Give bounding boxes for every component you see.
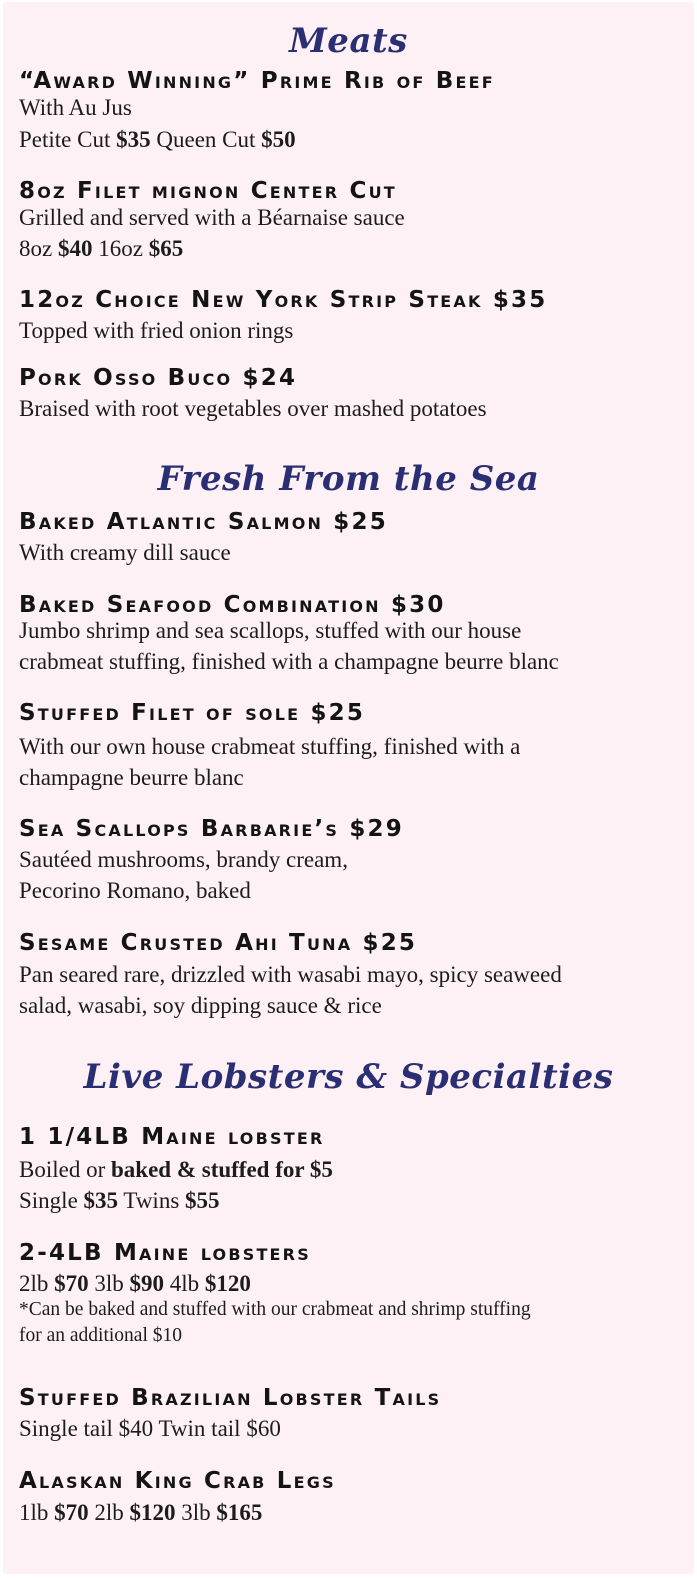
item-desc-sole-2: champagne beurre blanc	[19, 765, 244, 790]
item-name-king-crab: Alaskan King Crab Legs	[19, 1468, 336, 1494]
item-name-seafood-combo: Baked Seafood Combination $30	[19, 592, 446, 618]
item-name-salmon: Baked Atlantic Salmon $25	[19, 509, 388, 535]
price-value: $65	[148, 236, 184, 261]
price-label: 4lb	[169, 1271, 200, 1296]
item-name-ahi-tuna: Sesame Crusted Ahi Tuna $25	[19, 930, 418, 956]
item-note-maine-lobsters-2: for an additional $10	[19, 1325, 182, 1346]
item-name-sole: Stuffed Filet of sole $25	[19, 700, 366, 726]
section-title-sea: Fresh From the Sea	[157, 459, 540, 499]
price-label: 2lb	[19, 1271, 49, 1296]
section-title-lobsters: Live Lobsters & Specialties	[83, 1057, 614, 1097]
item-desc-prime-rib: With Au Jus	[19, 95, 132, 120]
item-desc-seafood-combo-1: Jumbo shrimp and sea scallops, stuffed with our house	[19, 618, 522, 643]
item-desc-salmon: With creamy dill sauce	[19, 540, 231, 565]
item-desc-scallops-2: Pecorino Romano, baked	[19, 878, 251, 903]
item-desc-lobster-tails: Single tail $40 Twin tail $60	[19, 1416, 281, 1441]
item-desc-strip-steak: Topped with fried onion rings	[19, 318, 294, 343]
price-label: Petite Cut	[19, 127, 111, 152]
price-value: $50	[261, 127, 296, 152]
price-value: $90	[129, 1271, 165, 1296]
price-label: Single	[19, 1188, 78, 1213]
price-label: Twins	[123, 1188, 180, 1213]
price-label: 3lb	[94, 1271, 124, 1296]
item-note-maine-lobsters-1: *Can be baked and stuffed with our crabmeat and shrimp stuffing	[19, 1299, 531, 1320]
desc-text: Boiled or	[19, 1157, 106, 1182]
price-value: $120	[204, 1271, 251, 1296]
item-desc-seafood-combo-2: crabmeat stuffing, finished with a champagne beurre blanc	[19, 649, 559, 674]
item-desc-maine-lobster	[19, 1158, 333, 1181]
item-name-scallops: Sea Scallops Barbarie’s $29	[19, 816, 404, 842]
price-label: 16oz	[98, 236, 143, 261]
price-value: $55	[185, 1188, 220, 1213]
item-name-filet: 8oz Filet mignon Center Cut	[19, 178, 397, 204]
item-name-lobster-tails: Stuffed Brazilian Lobster Tails	[19, 1385, 442, 1411]
price-value: $35	[83, 1188, 119, 1213]
price-value: $70	[54, 1500, 89, 1525]
item-prices-maine-lobsters-large	[19, 1272, 251, 1295]
item-prices-maine-lobster	[19, 1189, 220, 1212]
section-title-meats: Meats	[289, 21, 408, 61]
item-prices-king-crab	[19, 1501, 262, 1524]
price-label: 8oz	[19, 236, 53, 261]
desc-text-bold: baked & stuffed for $5	[111, 1157, 333, 1182]
price-value: $35	[116, 127, 151, 152]
item-desc-ahi-tuna-2: salad, wasabi, soy dipping sauce & rice	[19, 993, 382, 1018]
item-prices-filet	[19, 237, 183, 260]
price-value: $120	[129, 1500, 176, 1525]
price-value: $40	[57, 236, 93, 261]
item-desc-sole-1: With our own house crabmeat stuffing, finished with a	[19, 734, 521, 759]
item-desc-scallops-1: Sautéed mushrooms, brandy cream,	[19, 847, 348, 872]
item-name-osso-buco: Pork Osso Buco $24	[19, 365, 298, 391]
price-label: 3lb	[181, 1500, 211, 1525]
menu-page	[3, 2, 694, 1574]
price-value: $165	[216, 1500, 263, 1525]
item-name-maine-lobster: 1 1/4LB Maine lobster	[19, 1124, 325, 1150]
item-desc-filet: Grilled and served with a Béarnaise sauce	[19, 205, 405, 230]
item-desc-ahi-tuna-1: Pan seared rare, drizzled with wasabi mayo, spicy seaweed	[19, 962, 562, 987]
price-value: $70	[54, 1271, 89, 1296]
price-label: 1lb	[19, 1500, 49, 1525]
price-label: Queen Cut	[156, 127, 256, 152]
price-label: 2lb	[94, 1500, 124, 1525]
item-name-prime-rib: “Award Winning” Prime Rib of Beef	[19, 68, 495, 94]
item-name-maine-lobsters-large: 2-4LB Maine lobsters	[19, 1240, 311, 1266]
item-name-strip-steak: 12oz Choice New York Strip Steak $35	[19, 287, 548, 313]
item-prices-prime-rib	[19, 128, 296, 151]
item-desc-osso-buco: Braised with root vegetables over mashed potatoes	[19, 396, 487, 421]
